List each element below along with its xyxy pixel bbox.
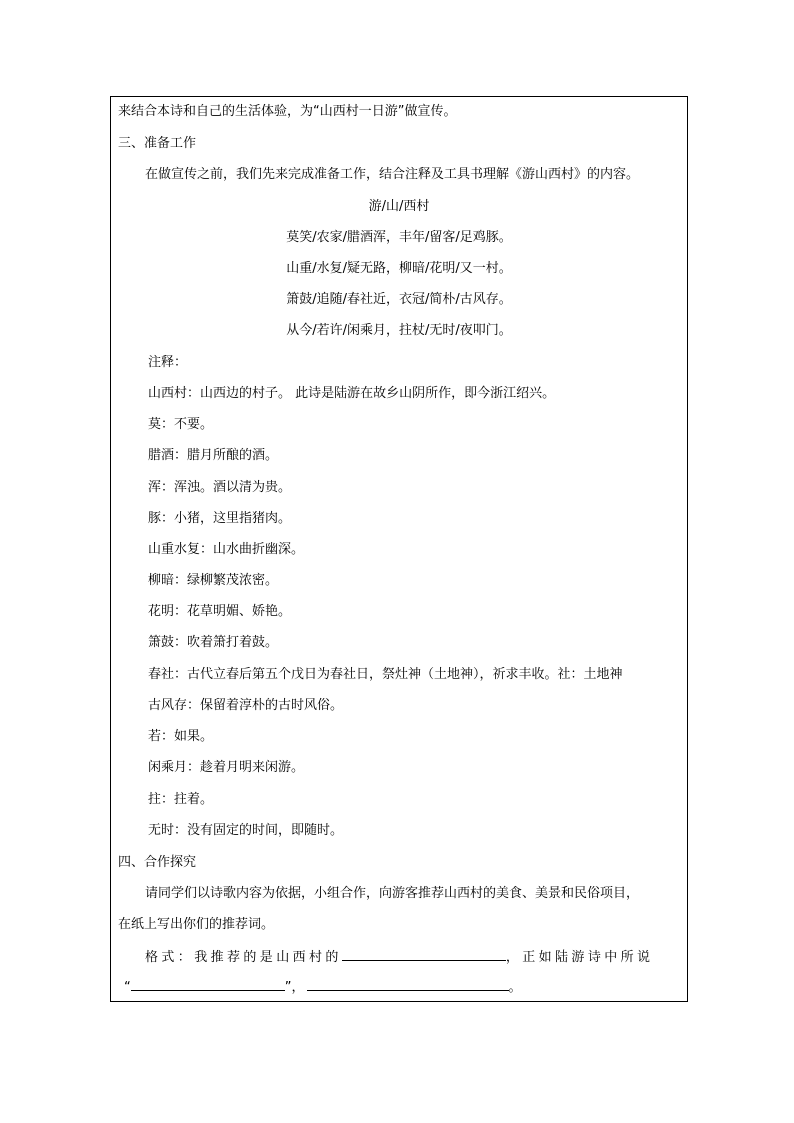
section4-paragraph-cont: 在纸上写出你们的推荐词。 xyxy=(118,917,275,932)
poem-line: 山重/水复/疑无路，柳暗/花明/又一村。 xyxy=(286,261,512,276)
note-item: 山西村：山西边的村子。 此诗是陆游在故乡山阴所作，即今浙江绍兴。 xyxy=(148,386,556,401)
section3-heading: 三、准备工作 xyxy=(118,136,197,151)
poem-title: 游/山/西村 xyxy=(368,199,430,214)
note-item: 闲乘月：趁着月明来闲游。 xyxy=(148,760,305,775)
quote-blank[interactable] xyxy=(131,978,285,991)
format-line xyxy=(145,948,653,966)
note-item: 腊酒：腊月所酿的酒。 xyxy=(148,448,279,463)
note-item: 柳暗：绿柳繁茂浓密。 xyxy=(148,573,279,588)
note-item: 花明：花草明媚、娇艳。 xyxy=(148,604,292,619)
poem-line: 从今/若许/闲乘月，拄杖/无时/夜叩门。 xyxy=(286,323,512,338)
note-item: 春社：古代立春后第五个戊日为春社日，祭灶神（土地神），祈求丰收。社：土地神 xyxy=(148,667,623,682)
note-item: 豚：小猪，这里指猪肉。 xyxy=(148,511,292,526)
note-item: 拄：拄着。 xyxy=(148,792,214,807)
section4-heading: 四、合作探究 xyxy=(118,855,197,870)
explanation-blank[interactable] xyxy=(307,978,509,991)
section3-paragraph: 在做宣传之前，我们先来完成准备工作，结合注释及工具书理解《游山西村》的内容。 xyxy=(145,167,640,182)
poem-line: 莫笑/农家/腊酒浑，丰年/留客/足鸡豚。 xyxy=(286,230,512,245)
end-mark: 。 xyxy=(508,980,522,995)
section4-paragraph: 请同学们以诗歌内容为依据，小组合作，向游客推荐山西村的美食、美景和民俗项目， xyxy=(145,886,640,901)
answer-blank[interactable] xyxy=(342,948,506,961)
format-line-2 xyxy=(124,978,522,996)
note-item: 若：如果。 xyxy=(148,729,214,744)
quote-close: ”， xyxy=(284,980,305,995)
note-item: 莫：不要。 xyxy=(148,417,214,432)
note-item: 山重水复：山水曲折幽深。 xyxy=(148,542,305,557)
poem-line: 箫鼓/追随/春社近，衣冠/简朴/古风存。 xyxy=(286,292,512,307)
notes-label: 注释： xyxy=(148,355,188,370)
note-item: 箫鼓：吹着箫打着鼓。 xyxy=(148,635,279,650)
format-middle: ，正如陆游诗中所说 xyxy=(505,950,654,965)
quote-open: “ xyxy=(124,980,131,995)
intro-text: 来结合本诗和自己的生活体验，为“山西村一日游”做宣传。 xyxy=(118,104,457,119)
format-prefix: 格式：我推荐的是山西村的 xyxy=(145,950,342,965)
note-item: 浑：浑浊。酒以清为贵。 xyxy=(148,480,292,495)
note-item: 无时：没有固定的时间，即随时。 xyxy=(148,823,344,838)
note-item: 古风存：保留着淳朴的古时风俗。 xyxy=(148,698,344,713)
